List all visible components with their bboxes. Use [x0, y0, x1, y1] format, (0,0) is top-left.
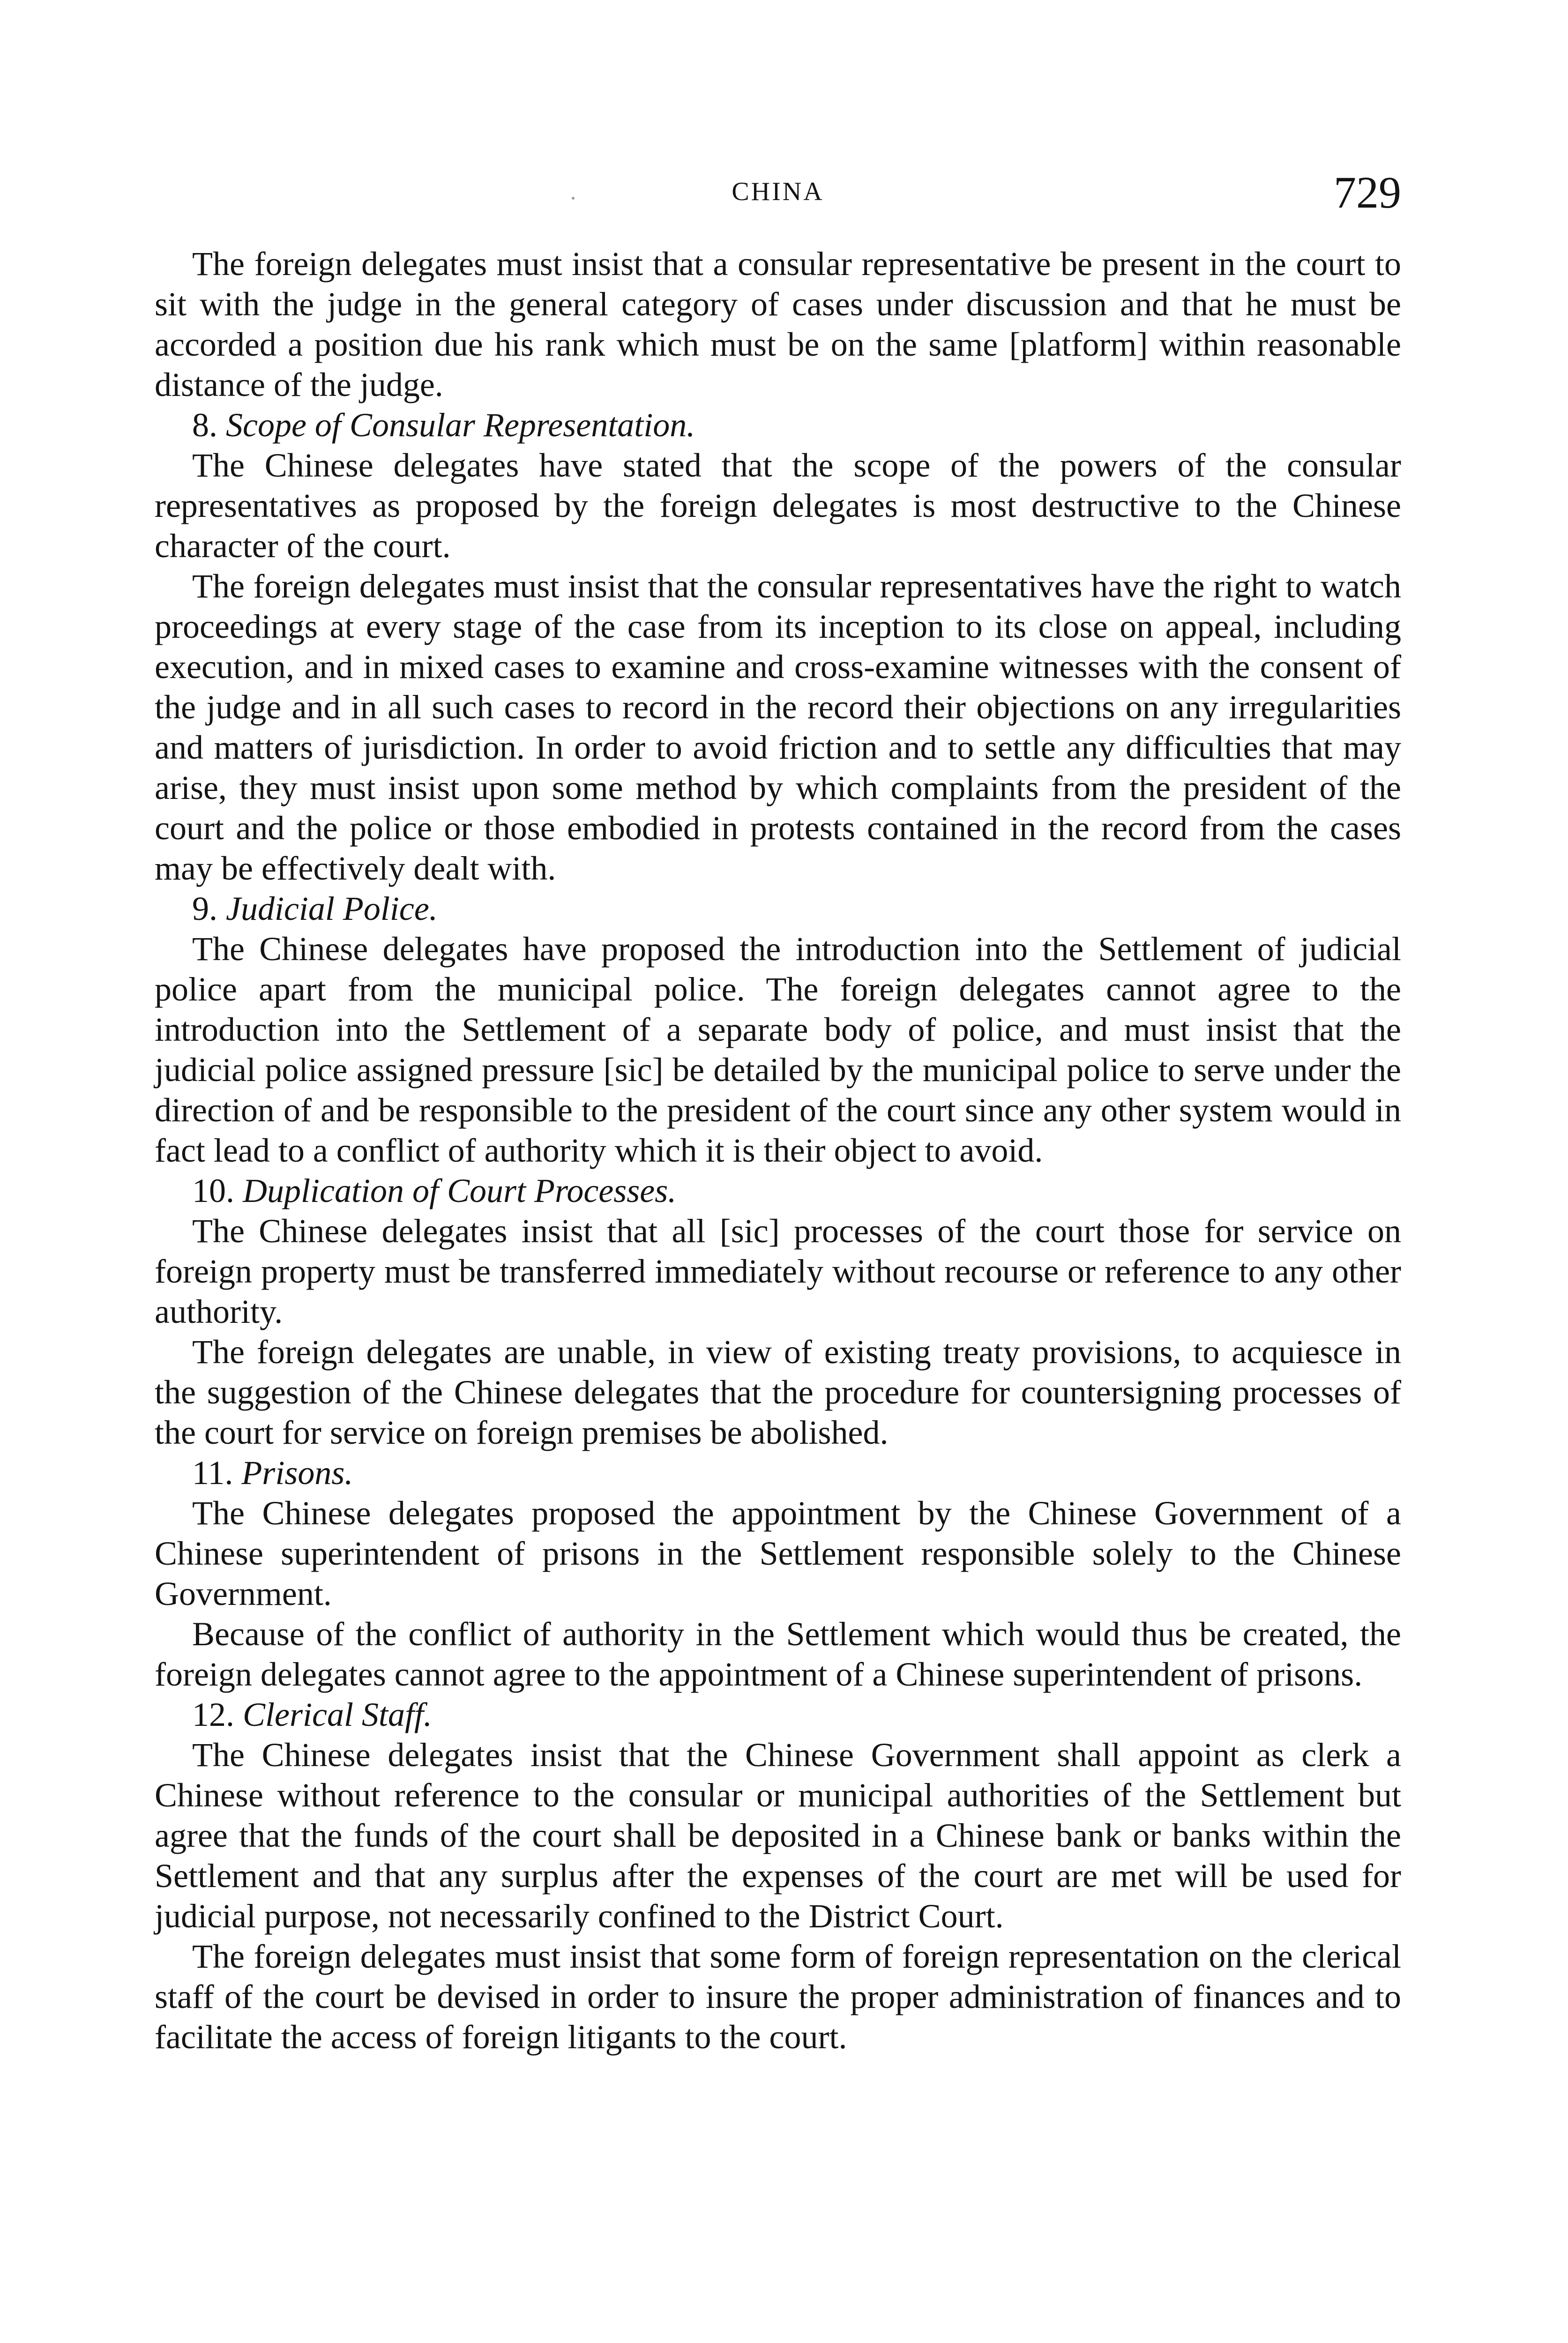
running-title: CHINA	[732, 177, 824, 206]
paragraph: The Chinese delegates insist that all [sic] processes of the court those for service on foreign property must be transferred immediately without recourse or reference to any other authority.	[155, 1212, 1401, 1330]
paragraph: The foreign delegates are unable, in view of existing treaty provisions, to acquiesce in the suggestion of the Chinese delegates that the procedure for countersigning processes of the court for service on foreign premises be abolished.	[155, 1333, 1401, 1451]
section-title: Scope of Consular Representation.	[226, 406, 695, 444]
section-heading-12	[155, 1694, 1401, 1735]
paragraph: The Chinese delegates proposed the appointment by the Chinese Government of a Chinese superintendent of prisons in the Settlement responsible solely to the Chinese Government.	[155, 1494, 1401, 1612]
body-text	[155, 244, 1401, 2057]
ink-speck	[572, 197, 575, 200]
page-number: 729	[1334, 167, 1401, 217]
section-heading-8	[155, 405, 1401, 445]
paragraph: The Chinese delegates have proposed the introduction into the Settlement of judicial police apart from the municipal police. The foreign delegates cannot agree to the introduction into the Settlement of a separate body of police, and must insist that the judicial police assigned pressure [sic] be detailed by the municipal police to serve under the direction of and be responsible to the president of the court since any other system would in fact lead to a conflict of authority which it is their object to avoid.	[155, 930, 1401, 1169]
section-title: Clerical Staff.	[243, 1696, 432, 1733]
section-heading-9	[155, 888, 1401, 929]
section-number: 12.	[192, 1696, 234, 1733]
section-number: 11.	[192, 1454, 233, 1492]
paragraph: The foreign delegates must insist that the consular representatives have the right to watch proceedings at every stage of the case from its inception to its close on appeal, including execution, and in mixed cases to examine and cross-examine witnesses with the consent of the judge and in all such cases to record in the record their objections on any irregularities and matters of jurisdiction. In order to avoid friction and to settle any difficulties that may arise, they must insist upon some method by which complaints from the president of the court and the police or those embodied in protests contained in the record from the cases may be effectively dealt with.	[155, 567, 1401, 887]
section-heading-10	[155, 1171, 1401, 1211]
section-number: 10.	[192, 1172, 234, 1209]
paragraph: The foreign delegates must insist that a consular representative be present in the court to sit with the judge in the general category of cases under discussion and that he must be accorded a position due his rank which must be on the same [platform] within reasonable distance of the judge.	[155, 245, 1401, 403]
section-heading-11	[155, 1453, 1401, 1493]
paragraph: The Chinese delegates insist that the Chinese Government shall appoint as clerk a Chinese without reference to the consular or municipal authorities of the Settlement but agree that the funds of the court shall be deposited in a Chinese bank or banks within the Settlement and that any surplus after the expenses of the court are met will be used for judicial purpose, not necessarily confined to the District Court.	[155, 1736, 1401, 1935]
paragraph: The foreign delegates must insist that some form of foreign representation on the clerical staff of the court be devised in order to insure the proper administration of finances and to facilitate the access of foreign litigants to the court.	[155, 1938, 1401, 2056]
section-number: 9.	[192, 890, 217, 927]
section-title: Duplication of Court Processes.	[243, 1172, 677, 1209]
paragraph: The Chinese delegates have stated that the scope of the powers of the consular representatives as proposed by the foreign delegates is most destructive to the Chinese character of the court.	[155, 447, 1401, 565]
paragraph: Because of the conflict of authority in the Settlement which would thus be created, the foreign delegates cannot agree to the appointment of a Chinese superintendent of prisons.	[155, 1615, 1401, 1693]
section-number: 8.	[192, 406, 217, 444]
running-head	[155, 166, 1401, 218]
section-title: Judicial Police.	[226, 890, 438, 927]
section-title: Prisons.	[241, 1454, 353, 1492]
